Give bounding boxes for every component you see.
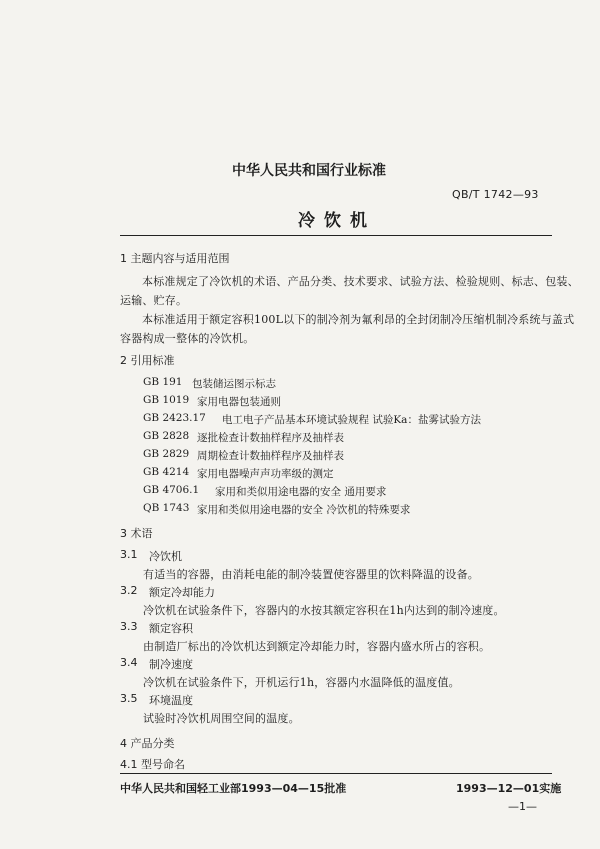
ref-title: 周期检查计数抽样程序及抽样表: [197, 450, 344, 462]
paragraph-1-line-2: 运输、贮存。: [120, 294, 188, 307]
standard-number: QB/T 1742—93: [452, 188, 539, 201]
ref-title: 家用电器噪声声功率级的测定: [197, 468, 334, 480]
ref-title: 包装储运图示标志: [192, 378, 276, 390]
term-name: 环境温度: [149, 694, 193, 707]
section-2-heading: 2 引用标准: [120, 354, 175, 367]
term-name: 额定冷却能力: [149, 586, 215, 599]
term-number: 3.4: [120, 656, 138, 669]
term-definition: 冷饮机在试验条件下，开机运行1h，容器内水温降低的温度值。: [143, 676, 460, 689]
term-name: 额定容积: [149, 622, 193, 635]
term-name: 制冷速度: [149, 658, 193, 671]
section-1-heading: 1 主题内容与适用范围: [120, 252, 230, 265]
section-4-heading: 4 产品分类: [120, 737, 175, 750]
term-definition: 由制造厂标出的冷饮机达到额定冷却能力时，容器内盛水所占的容积。: [143, 640, 491, 653]
ref-code: GB 4706.1: [143, 484, 200, 496]
approval-note: 中华人民共和国轻工业部1993—04—15批准: [120, 782, 347, 795]
section-3-heading: 3 术语: [120, 527, 153, 540]
ref-code: GB 1019: [143, 394, 190, 406]
footer-rule: [120, 773, 552, 774]
ref-title: 家用电器包装通则: [197, 396, 281, 408]
ref-title: 电工电子产品基本环境试验规程 试验Ka：盐雾试验方法: [222, 414, 481, 426]
ref-code: GB 2828: [143, 430, 190, 442]
ref-code: GB 2423.17: [143, 412, 206, 424]
ref-code: GB 2829: [143, 448, 190, 460]
ref-code: GB 4214: [143, 466, 190, 478]
issuing-org: 中华人民共和国行业标准: [232, 163, 386, 179]
page-title: 冷饮机: [298, 211, 376, 231]
ref-title: 家用和类似用途电器的安全 通用要求: [215, 486, 387, 498]
ref-code: GB 191: [143, 376, 183, 388]
header-rule: [120, 235, 552, 236]
page-number: —1—: [508, 800, 537, 813]
term-definition: 有适当的容器，由消耗电能的制冷装置使容器里的饮料降温的设备。: [143, 568, 479, 581]
subsection-heading: 4.1 型号命名: [120, 758, 185, 771]
term-number: 3.3: [120, 620, 138, 633]
ref-title: 逐批检查计数抽样程序及抽样表: [197, 432, 344, 444]
term-number: 3.5: [120, 692, 138, 705]
paragraph-1-line-1: 本标准规定了冷饮机的术语、产品分类、技术要求、试验方法、检验规则、标志、包装、: [142, 275, 579, 288]
term-number: 3.2: [120, 584, 138, 597]
term-definition: 冷饮机在试验条件下，容器内的水按其额定容积在1h内达到的制冷速度。: [143, 604, 505, 617]
paragraph-2-line-2: 容器构成一整体的冷饮机。: [120, 332, 255, 345]
term-definition: 试验时冷饮机周围空间的温度。: [143, 712, 300, 725]
effective-date: 1993—12—01实施: [456, 782, 562, 795]
term-name: 冷饮机: [149, 550, 182, 563]
term-number: 3.1: [120, 548, 138, 561]
ref-code: QB 1743: [143, 502, 190, 514]
paragraph-2-line-1: 本标准适用于额定容积100L以下的制冷剂为氟利昂的全封闭制冷压缩机制冷系统与盖式: [142, 313, 575, 326]
ref-title: 家用和类似用途电器的安全 冷饮机的特殊要求: [197, 504, 411, 516]
